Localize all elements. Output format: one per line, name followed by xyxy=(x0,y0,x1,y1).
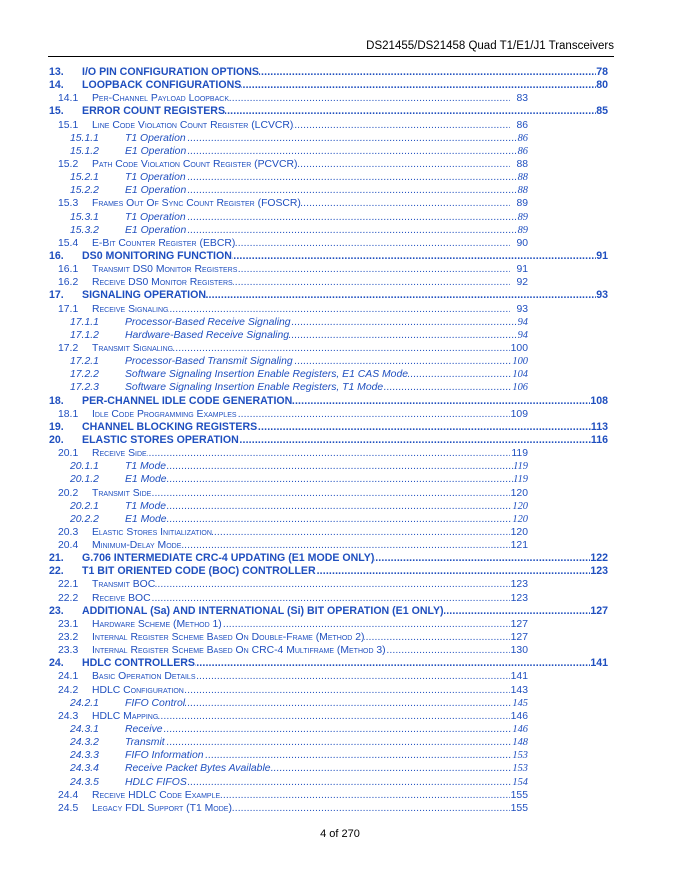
toc-leader-dots xyxy=(92,447,510,460)
toc-entry-title[interactable]: Receive DS0 Monitor Registers xyxy=(92,277,233,289)
toc-entry[interactable] xyxy=(0,158,680,171)
toc-entry-title[interactable]: Internal Register Scheme Based On CRC-4 Multiframe (Method 3) xyxy=(92,645,386,657)
toc-entry[interactable] xyxy=(0,526,680,539)
toc-entry-page[interactable]: 93 xyxy=(516,303,528,315)
toc-entry[interactable] xyxy=(0,723,680,736)
toc-entry-number: 24.3.4 xyxy=(70,763,99,775)
toc-entry-number: 15.2.2 xyxy=(70,185,99,197)
toc-entry-page[interactable]: 88 xyxy=(517,185,528,197)
toc-entry-title[interactable]: Transmit Signaling xyxy=(92,342,174,354)
toc-entry-title[interactable]: Legacy FDL Support (T1 Mode) xyxy=(92,802,232,814)
toc-entry-title[interactable]: Receive HDLC Code Example xyxy=(92,789,221,801)
toc-entry-number: 15.4 xyxy=(58,237,79,249)
toc-entry-title[interactable]: Receive xyxy=(125,724,163,736)
toc-entry-number: 18.1 xyxy=(58,408,79,420)
toc-entry-page[interactable]: 94 xyxy=(517,316,528,328)
toc-entry-title[interactable]: T1 Operation xyxy=(125,211,186,223)
toc-entry-number: 22. xyxy=(49,565,64,578)
toc-entry-number: 17.1.2 xyxy=(70,329,99,341)
toc-entry-number: 18. xyxy=(49,394,64,407)
table-of-contents xyxy=(0,66,680,815)
toc-entry-number: 24.1 xyxy=(58,671,79,683)
toc-entry-page[interactable]: 130 xyxy=(510,645,528,657)
toc-entry-title[interactable]: ELASTIC STORES OPERATION xyxy=(82,433,239,446)
toc-entry-page[interactable]: 120 xyxy=(510,487,528,499)
toc-entry-title[interactable]: Minimum-Delay Mode xyxy=(92,540,182,552)
toc-entry[interactable] xyxy=(0,132,680,145)
toc-entry[interactable] xyxy=(0,710,680,723)
toc-entry-page[interactable]: 120 xyxy=(512,513,528,525)
toc-entry-title[interactable]: HDLC Mapping xyxy=(92,710,159,722)
toc-entry[interactable] xyxy=(0,211,680,224)
toc-entry-page[interactable]: 141 xyxy=(590,657,608,670)
toc-entry-title[interactable]: Basic Operation Details xyxy=(92,671,196,683)
toc-entry-title[interactable]: Line Code Violation Count Register (LCVCR) xyxy=(92,119,294,131)
toc-entry-number: 15. xyxy=(49,105,64,118)
toc-entry[interactable] xyxy=(0,224,680,237)
toc-entry-number: 15.2 xyxy=(58,158,79,170)
toc-entry-title[interactable]: E1 Mode xyxy=(125,474,167,486)
toc-entry-number: 24. xyxy=(49,657,64,670)
toc-entry[interactable] xyxy=(0,92,680,105)
toc-entry-number: 20.1.2 xyxy=(70,474,99,486)
document-header: DS21455/DS21458 Quad T1/E1/J1 Transceivers xyxy=(366,40,614,52)
toc-entry[interactable] xyxy=(0,697,680,710)
toc-entry-number: 24.5 xyxy=(58,802,79,814)
toc-entry-page[interactable]: 78 xyxy=(596,66,608,78)
toc-entry[interactable] xyxy=(0,171,680,184)
toc-entry-page[interactable]: 155 xyxy=(510,789,528,801)
toc-entry[interactable] xyxy=(0,145,680,158)
toc-entry[interactable] xyxy=(0,263,680,276)
toc-entry-number: 14. xyxy=(49,79,64,92)
toc-entry-number: 20.1.1 xyxy=(70,461,99,473)
toc-entry-title[interactable]: I/O PIN CONFIGURATION OPTIONS xyxy=(82,66,259,78)
toc-entry-number: 15.3 xyxy=(58,198,79,210)
toc-entry-page[interactable]: 146 xyxy=(512,724,528,736)
toc-entry-number: 15.1 xyxy=(58,119,79,131)
toc-entry[interactable] xyxy=(0,776,680,789)
toc-entry-title[interactable]: E1 Mode xyxy=(125,513,167,525)
toc-entry-page[interactable]: 121 xyxy=(510,540,528,552)
toc-entry[interactable] xyxy=(0,250,680,263)
toc-entry[interactable] xyxy=(0,618,680,631)
toc-entry-number: 20.4 xyxy=(58,540,79,552)
toc-entry-page[interactable]: 123 xyxy=(510,592,528,604)
toc-entry-title[interactable]: E1 Operation xyxy=(125,224,187,236)
toc-entry[interactable] xyxy=(0,802,680,815)
toc-leader-dots xyxy=(125,697,528,710)
toc-entry[interactable] xyxy=(0,789,680,802)
toc-entry-page[interactable]: 80 xyxy=(596,79,608,92)
toc-entry-number: 17.1 xyxy=(58,303,79,315)
toc-entry-page[interactable]: 85 xyxy=(596,105,608,118)
toc-entry-number: 15.1.1 xyxy=(70,132,99,144)
toc-entry-page[interactable]: 100 xyxy=(512,356,528,368)
toc-leader-dots xyxy=(125,723,528,736)
toc-entry-number: 23.3 xyxy=(58,645,79,657)
header-rule xyxy=(48,56,614,57)
toc-entry-title[interactable]: Receive Signaling xyxy=(92,303,169,315)
toc-entry-number: 20.1 xyxy=(58,448,79,460)
toc-entry[interactable] xyxy=(0,749,680,762)
toc-entry[interactable] xyxy=(0,79,680,92)
toc-entry[interactable] xyxy=(0,237,680,250)
toc-entry-title[interactable]: HDLC FIFOS xyxy=(125,776,187,788)
toc-entry-page[interactable]: 148 xyxy=(512,737,528,749)
toc-entry-number: 14.1 xyxy=(58,93,79,105)
toc-entry[interactable] xyxy=(0,184,680,197)
toc-leader-dots xyxy=(92,592,510,605)
toc-entry-page[interactable]: 120 xyxy=(510,526,528,538)
toc-entry-title[interactable]: Internal Register Scheme Based On Double-Frame (Method 2) xyxy=(92,632,365,644)
toc-entry-number: 24.3 xyxy=(58,710,79,722)
toc-entry-page[interactable]: 146 xyxy=(510,710,528,722)
toc-entry-title[interactable]: E-Bit Counter Register (EBCR) xyxy=(92,237,236,249)
toc-entry-number: 19. xyxy=(49,420,64,433)
toc-entry[interactable] xyxy=(0,473,680,486)
toc-entry[interactable] xyxy=(0,329,680,342)
toc-entry[interactable] xyxy=(0,762,680,775)
toc-entry-number: 16. xyxy=(49,249,64,262)
toc-entry-number: 15.3.2 xyxy=(70,224,99,236)
toc-entry-page[interactable]: 104 xyxy=(512,369,528,381)
toc-entry[interactable] xyxy=(0,316,680,329)
toc-entry-title[interactable]: Transmit BOC xyxy=(92,579,156,591)
toc-entry[interactable] xyxy=(0,500,680,513)
toc-entry[interactable] xyxy=(0,487,680,500)
toc-entry-title[interactable]: DS0 MONITORING FUNCTION xyxy=(82,249,232,262)
toc-entry-number: 21. xyxy=(49,552,64,565)
toc-entry[interactable] xyxy=(0,631,680,644)
toc-entry-page[interactable]: 89 xyxy=(517,224,528,236)
toc-entry-page[interactable]: 100 xyxy=(510,342,528,354)
toc-entry-number: 20.2.1 xyxy=(70,500,99,512)
toc-entry-page[interactable]: 143 xyxy=(510,684,528,696)
toc-entry-number: 16.1 xyxy=(58,264,79,276)
toc-entry-number: 15.1.2 xyxy=(70,145,99,157)
toc-entry-title[interactable]: Path Code Violation Count Register (PCVCR) xyxy=(92,158,298,170)
toc-entry-title[interactable]: Processor-Based Transmit Signaling xyxy=(125,356,293,368)
toc-entry-title[interactable]: Transmit xyxy=(125,737,165,749)
toc-entry-number: 23.1 xyxy=(58,618,79,630)
toc-entry-number: 24.2 xyxy=(58,684,79,696)
toc-entry-page[interactable]: 127 xyxy=(510,618,528,630)
toc-entry-title[interactable]: Idle Code Programming Examples xyxy=(92,408,237,420)
toc-entry-page[interactable]: 122 xyxy=(590,552,608,565)
toc-entry[interactable] xyxy=(0,552,680,565)
toc-entry-number: 13. xyxy=(49,66,64,78)
toc-entry-number: 20. xyxy=(49,433,64,446)
toc-entry[interactable] xyxy=(0,592,680,605)
toc-entry-title[interactable]: Elastic Stores Initialization xyxy=(92,526,212,538)
toc-entry-number: 23.2 xyxy=(58,632,79,644)
toc-entry-number: 24.3.2 xyxy=(70,737,99,749)
toc-entry-title[interactable]: HDLC CONTROLLERS xyxy=(82,657,195,670)
toc-entry-page[interactable]: 119 xyxy=(511,448,528,460)
toc-leader-dots xyxy=(125,500,528,513)
toc-entry-page[interactable]: 145 xyxy=(512,697,528,709)
toc-entry-title[interactable]: HDLC Configuration xyxy=(92,684,184,696)
toc-leader-dots xyxy=(125,513,528,526)
toc-entry[interactable] xyxy=(0,565,680,578)
toc-entry-number: 17.1.1 xyxy=(70,316,99,328)
toc-entry-page[interactable]: 123 xyxy=(590,565,608,578)
toc-entry-number: 20.2.2 xyxy=(70,513,99,525)
toc-entry-page[interactable]: 141 xyxy=(510,671,528,683)
toc-entry-title[interactable]: G.706 INTERMEDIATE CRC-4 UPDATING (E1 MODE ONLY) xyxy=(82,552,375,565)
toc-entry[interactable] xyxy=(0,578,680,591)
toc-entry-number: 17.2 xyxy=(58,342,79,354)
toc-entry-page[interactable]: 119 xyxy=(513,461,528,473)
toc-entry-page[interactable]: 153 xyxy=(512,763,528,775)
toc-entry[interactable] xyxy=(0,342,680,355)
toc-entry-number: 16.2 xyxy=(58,277,79,289)
toc-entry-title[interactable]: T1 Mode xyxy=(125,461,167,473)
toc-entry-page[interactable]: 83 xyxy=(516,93,528,105)
toc-entry[interactable] xyxy=(0,513,680,526)
toc-entry-page[interactable]: 153 xyxy=(512,750,528,762)
toc-entry-page[interactable]: 108 xyxy=(590,394,608,407)
toc-entry-title[interactable]: Software Signaling Insertion Enable Registers, T1 Mode xyxy=(125,382,384,394)
toc-entry-page[interactable]: 86 xyxy=(517,132,528,144)
toc-entry[interactable] xyxy=(0,368,680,381)
toc-entry-page[interactable]: 91 xyxy=(596,249,608,262)
page-number: 4 of 270 xyxy=(320,828,360,840)
toc-entry[interactable] xyxy=(0,66,680,79)
toc-entry-title[interactable]: ERROR COUNT REGISTERS xyxy=(82,105,226,118)
toc-entry-page[interactable]: 119 xyxy=(513,474,528,486)
toc-entry-title[interactable]: Hardware-Based Receive Signaling xyxy=(125,329,290,341)
toc-entry-page[interactable]: 88 xyxy=(516,158,528,170)
toc-entry[interactable] xyxy=(0,460,680,473)
toc-entry-page[interactable]: 89 xyxy=(517,211,528,223)
toc-entry-number: 24.3.3 xyxy=(70,750,99,762)
toc-entry-number: 15.3.1 xyxy=(70,211,99,223)
toc-entry-number: 24.3.5 xyxy=(70,776,99,788)
toc-entry-title[interactable]: E1 Operation xyxy=(125,145,187,157)
toc-entry-title[interactable]: PER-CHANNEL IDLE CODE GENERATION xyxy=(82,394,293,407)
toc-entry-number: 20.2 xyxy=(58,487,79,499)
toc-leader-dots xyxy=(125,460,528,473)
toc-entry-number: 24.2.1 xyxy=(70,697,99,709)
toc-entry[interactable] xyxy=(0,303,680,316)
toc-entry-page[interactable]: 120 xyxy=(512,500,528,512)
toc-entry-page[interactable]: 155 xyxy=(510,802,528,814)
toc-entry-title[interactable]: Receive Side xyxy=(92,448,147,460)
toc-entry-title[interactable]: E1 Operation xyxy=(125,185,187,197)
toc-entry-title[interactable]: T1 BIT ORIENTED CODE (BOC) CONTROLLER xyxy=(82,565,316,578)
toc-entry-number: 17. xyxy=(49,289,64,302)
toc-entry[interactable] xyxy=(0,670,680,683)
toc-entry-page[interactable]: 127 xyxy=(590,604,608,617)
toc-entry-title[interactable]: SIGNALING OPERATION xyxy=(82,289,206,302)
toc-entry[interactable] xyxy=(0,657,680,670)
toc-entry-page[interactable]: 91 xyxy=(516,264,528,276)
toc-entry-page[interactable]: 113 xyxy=(590,420,608,433)
toc-entry-title[interactable]: T1 Mode xyxy=(125,500,167,512)
toc-entry-page[interactable]: 86 xyxy=(517,145,528,157)
toc-entry[interactable] xyxy=(0,644,680,657)
toc-entry[interactable] xyxy=(0,289,680,302)
toc-entry-page[interactable]: 123 xyxy=(510,579,528,591)
toc-entry[interactable] xyxy=(0,736,680,749)
toc-entry-title[interactable]: T1 Operation xyxy=(125,132,186,144)
toc-entry-page[interactable]: 90 xyxy=(516,237,528,249)
toc-entry-page[interactable]: 127 xyxy=(510,632,528,644)
toc-entry-page[interactable]: 154 xyxy=(512,776,528,788)
toc-entry-page[interactable]: 92 xyxy=(516,277,528,289)
toc-leader-dots xyxy=(92,487,510,500)
toc-entry-number: 17.2.3 xyxy=(70,382,99,394)
toc-entry-title[interactable]: Receive BOC xyxy=(92,592,151,604)
toc-entry-title[interactable]: Transmit DS0 Monitor Registers xyxy=(92,264,238,276)
toc-entry-number: 17.2.2 xyxy=(70,369,99,381)
toc-entry-title[interactable]: T1 Operation xyxy=(125,172,186,184)
toc-entry-title[interactable]: Transmit Side xyxy=(92,487,152,499)
toc-entry-title[interactable]: Receive Packet Bytes Available xyxy=(125,763,271,775)
toc-entry[interactable] xyxy=(0,684,680,697)
toc-leader-dots xyxy=(125,736,528,749)
toc-entry-page[interactable]: 109 xyxy=(510,408,528,420)
toc-entry-number: 23. xyxy=(49,604,64,617)
toc-entry-page[interactable]: 89 xyxy=(516,198,528,210)
toc-entry[interactable] xyxy=(0,105,680,118)
toc-entry-number: 24.3.1 xyxy=(70,724,99,736)
toc-entry-title[interactable]: ADDITIONAL (Sa) AND INTERNATIONAL (Si) BIT OPERATION (E1 ONLY) xyxy=(82,604,444,617)
toc-entry-title[interactable]: FIFO Information xyxy=(125,750,204,762)
toc-entry[interactable] xyxy=(0,355,680,368)
toc-entry-number: 22.2 xyxy=(58,592,79,604)
toc-entry-page[interactable]: 93 xyxy=(596,289,608,302)
toc-entry[interactable] xyxy=(0,395,680,408)
toc-entry-title[interactable]: Frames Out Of Sync Count Register (FOSCR) xyxy=(92,198,301,210)
toc-entry[interactable] xyxy=(0,276,680,289)
toc-entry-title[interactable]: Per-Channel Payload Loopback xyxy=(92,93,229,105)
toc-entry[interactable] xyxy=(0,434,680,447)
toc-entry-number: 20.3 xyxy=(58,526,79,538)
toc-entry[interactable] xyxy=(0,408,680,421)
toc-entry[interactable] xyxy=(0,119,680,132)
toc-leader-dots xyxy=(125,473,528,486)
toc-entry-number: 22.1 xyxy=(58,579,79,591)
toc-entry-page[interactable]: 94 xyxy=(517,329,528,341)
toc-entry[interactable] xyxy=(0,197,680,210)
toc-entry-title[interactable]: Hardware Scheme (Method 1) xyxy=(92,618,222,630)
toc-entry-title[interactable]: Software Signaling Insertion Enable Registers, E1 CAS Mode xyxy=(125,369,409,381)
toc-entry[interactable] xyxy=(0,539,680,552)
toc-entry-title[interactable]: LOOPBACK CONFIGURATIONS xyxy=(82,79,242,92)
toc-entry-number: 15.2.1 xyxy=(70,172,99,184)
toc-entry-title[interactable]: CHANNEL BLOCKING REGISTERS xyxy=(82,420,258,433)
toc-entry[interactable] xyxy=(0,605,680,618)
toc-entry[interactable] xyxy=(0,381,680,394)
toc-entry-title[interactable]: FIFO Control xyxy=(125,697,186,709)
toc-entry-number: 24.4 xyxy=(58,789,79,801)
toc-entry[interactable] xyxy=(0,447,680,460)
toc-entry-page[interactable]: 86 xyxy=(516,119,528,131)
toc-entry-number: 17.2.1 xyxy=(70,356,99,368)
toc-entry-title[interactable]: Processor-Based Receive Signaling xyxy=(125,316,291,328)
toc-entry[interactable] xyxy=(0,421,680,434)
toc-entry-page[interactable]: 106 xyxy=(512,382,528,394)
toc-entry-page[interactable]: 116 xyxy=(590,433,608,446)
toc-entry-page[interactable]: 88 xyxy=(517,172,528,184)
